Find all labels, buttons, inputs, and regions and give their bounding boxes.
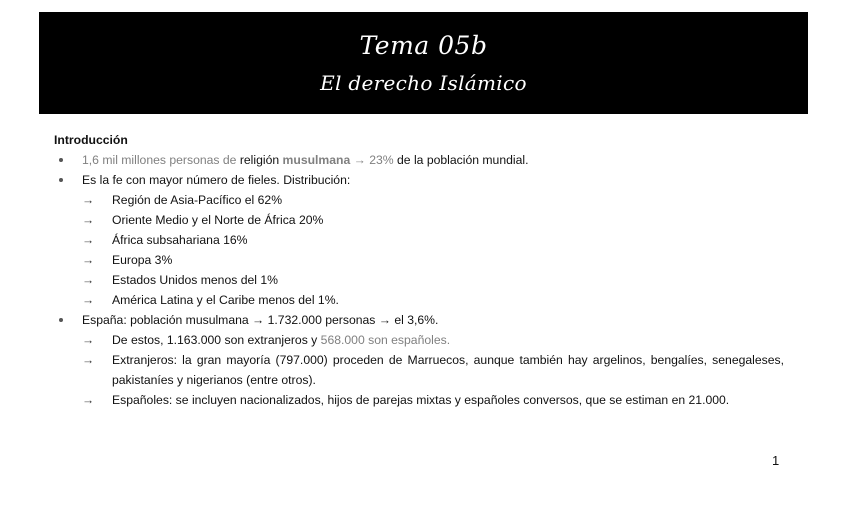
page-number: 1 [772, 453, 780, 468]
arrow-right-icon: → [82, 353, 95, 367]
sub-list-item [54, 230, 784, 250]
sub-list-item-text: Estados Unidos menos del 1% [112, 273, 278, 287]
arrow-right-icon: → [82, 213, 95, 227]
sub-list-item-text: Españoles: se incluyen nacionalizados, hijos de parejas mixtas y españoles conversos, que se estiman en 21.000. [112, 393, 730, 407]
sub-list-item [54, 390, 784, 410]
list-item [54, 310, 784, 330]
list-item-text: Es la fe con mayor número de fieles. Distribución: [82, 173, 351, 187]
arrow-right-icon: → [82, 333, 95, 347]
arrow-right-icon: → [82, 393, 95, 407]
sub-list-item-text: África subsahariana 16% [112, 233, 248, 247]
document-subtitle: El derecho Islámico [320, 71, 527, 95]
sub-list-item-text: Extranjeros: la gran mayoría (797.000) proceden de Marruecos, aunque también hay argelinos, bengalíes, senegaleses, pakistaníes y nigerianos (entre otros). [112, 353, 784, 387]
sub-list-item [54, 270, 784, 290]
text-run: → [350, 153, 370, 167]
list-item-text: España: población musulmana → 1.732.000 personas → el 3,6%. [82, 313, 439, 327]
document-body [54, 130, 784, 410]
title-banner [39, 12, 808, 114]
sub-list-item [54, 290, 784, 310]
text-run: 23% [369, 153, 394, 167]
arrow-right-icon: → [82, 293, 95, 307]
section-heading: Introducción [54, 133, 128, 147]
text-run: de la población mundial. [393, 153, 529, 167]
arrow-right-icon: → [82, 233, 95, 247]
text-run: De estos, 1.163.000 son extranjeros y [112, 333, 321, 347]
arrow-right-icon: → [82, 193, 95, 207]
list-item [54, 170, 784, 190]
arrow-right-icon: → [82, 253, 95, 267]
text-run: 1,6 mil millones personas de [82, 153, 240, 167]
text-run: musulmana [282, 153, 351, 167]
text-run: 568.000 son españoles. [320, 333, 451, 347]
sub-list-item [54, 190, 784, 210]
sub-list-item-text: Oriente Medio y el Norte de África 20% [112, 213, 324, 227]
sub-list-item [54, 250, 784, 270]
document-title: Tema 05b [359, 31, 488, 60]
list-item [54, 150, 784, 170]
text-run: religión [239, 153, 283, 167]
sub-list-item [54, 350, 784, 390]
sub-list-item-text: Europa 3% [112, 253, 173, 267]
sub-list-item-text: América Latina y el Caribe menos del 1%. [112, 293, 339, 307]
arrow-right-icon: → [82, 273, 95, 287]
sub-list-item [54, 330, 784, 350]
sub-list-item-text: Región de Asia-Pacífico el 62% [112, 193, 283, 207]
sub-list-item [54, 210, 784, 230]
